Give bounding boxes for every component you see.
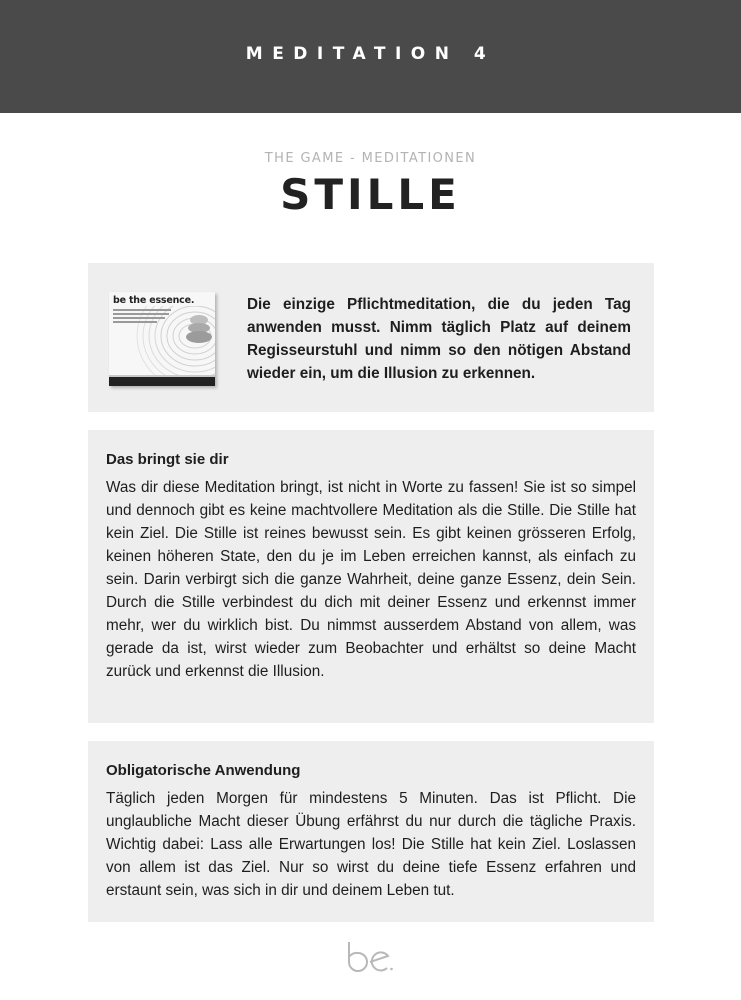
intro-panel <box>88 263 654 412</box>
benefits-heading: Das bringt sie dir <box>106 451 229 468</box>
page-kicker: THE GAME - MEDITATIONEN <box>264 151 477 166</box>
usage-body: Täglich jeden Morgen für mindestens 5 Minuten. Das ist Pflicht. Die unglaubliche Macht dieser Übung erfährst du nur durch die tägliche Praxis. Wichtig dabei: Lass alle Erwartungen los! Die Stille hat kein Ziel. Loslassen von allem ist das Ziel. Nur so wirst du deine tiefe Essenz erfahren und erstaunt sein, was sich in dir und deinem Leben tut. <box>106 790 636 899</box>
page-title: STILLE <box>280 170 461 219</box>
usage-heading: Obligatorische Anwendung <box>106 762 301 779</box>
benefits-panel <box>88 430 654 723</box>
book-cover-image <box>109 292 215 386</box>
header-bar <box>0 0 741 113</box>
usage-panel <box>88 741 654 922</box>
benefits-body: Was dir diese Meditation bringt, ist nicht in Worte zu fassen! Sie ist so simpel und dennoch gibt es keine machtvollere Meditation als die Stille. Die Stille hat kein Ziel. Die Stille ist reines bewusst sein. Es gibt keinen grösseren Erfolg, keinen höheren State, den du je im Leben erreichen kannst, als einfach zu sein. Darin verbirgt sich die ganze Wahrheit, deine ganze Essenz, dein Sein. Durch die Stille verbindest du dich mit deiner Essenz und erkennst immer mehr, wer du wirklich bist. Du nimmst ausserdem Abstand von allem, was gerade da ist, wirst wieder zum Beobachter und erhältst so deine Macht zurück und erkennst die Illusion. <box>106 479 636 680</box>
header-title: MEDITATION 4 <box>245 44 496 64</box>
book-cover-title: be the essence. <box>113 295 195 306</box>
be-logo-icon <box>346 940 394 972</box>
intro-text: Die einzige Pflichtmeditation, die du jeden Tag anwenden musst. Nimm täglich Platz auf deinem Regisseurstuhl und nimm so den nötigen Abstand wieder ein, um die Illusion zu erkennen. <box>247 296 631 382</box>
book-cover-footer-bar <box>109 375 215 386</box>
book-cover-subtitle-lines <box>113 309 171 325</box>
